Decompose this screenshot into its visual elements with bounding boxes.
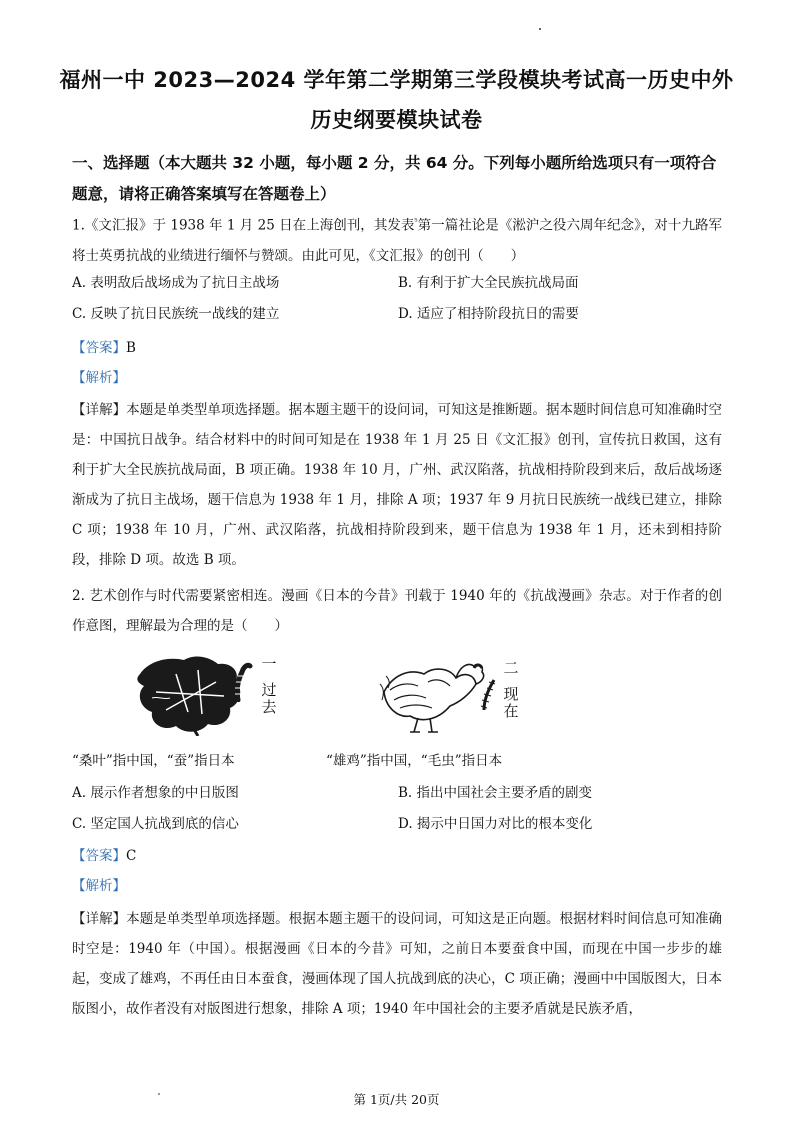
q2-detail-text: 本题是单类型单项选择题。根据本题主题干的设问词，可知这是正向题。根据材料时间信息可知准确时空是：1940 年（中国）。根据漫画《日本的今昔》可知，之前日本要蚕食中国，而现在中国一步步的雄起，变成了雄鸡，不再任由日本蚕食，漫画体现了国人抗战到底的决心，C 项正确；漫画中中国版图大，日本版图小，故作者没有对版图进行想象，排除 A 项；1940 年中国社会的主要矛盾就是民族矛盾，	[72, 911, 723, 1017]
section-heading: 一、选择题（本大题共 32 小题，每小题 2 分，共 64 分。下列每小题所给选项只有一项符合题意，请将正确答案填写在答题卷上）	[72, 154, 717, 203]
q1-answer	[72, 338, 136, 358]
panel2-caption: “雄鸡”指中国，“毛虫”指日本	[326, 753, 503, 769]
q1-stem	[72, 207, 722, 271]
page-footer: 第 1页/共 20页	[353, 1092, 440, 1107]
cartoon-caterpillar	[480, 676, 498, 712]
q1-analysis-label: 【解析】	[72, 370, 126, 386]
panel1-word1: 过	[261, 681, 277, 699]
q2-option-a: A. 展示作者想象的中日版图	[72, 785, 239, 801]
panel2-word2: 在	[503, 702, 519, 720]
q2-answer	[72, 846, 136, 866]
q1-option-a: A. 表明敌后战场成为了抗日主战场	[72, 275, 280, 291]
q2-option-b: B. 指出中国社会主要矛盾的剧变	[398, 785, 593, 801]
q1-detail-text: 本题是单类型单项选择题。据本题主题干的设问词，可知这是推断题。据本题时间信息可知准确时空是：中国抗日战争。结合材料中的时间可知是在 1938 年 1 月 25 日《文汇报》创刊，宣传抗日救国，这有利于扩大全民族抗战局面，B 项正确。1938 年 10 月，广州、武汉陷落，抗战相持阶段到来后，敌后战场逐渐成为了抗日主战场，题干信息为 1938 年 1 月，排除 A 项；1937 年 9 月抗日民族统一战线已建立，排除 C 项；1938 年 10 月，广州、武汉陷落，抗战相持阶段到来，题干信息为 1938 年 1 月，还未到相持阶段，排除 D 项。故选 B 项。	[72, 402, 723, 568]
q2-answer-value: C	[126, 848, 137, 864]
panel1-word2: 去	[261, 698, 277, 716]
q1-option-c: C. 反映了抗日民族统一战线的建立	[72, 306, 280, 322]
page-title-line1: 福州一中 2023—2024 学年第二学期第三学段模块考试高一历史中外	[59, 68, 734, 92]
q2-detail	[72, 904, 722, 1024]
q1-detail	[72, 395, 722, 575]
q2-option-c: C. 坚定国人抗战到底的信心	[72, 816, 239, 832]
q1-detail-label: 【详解】	[72, 402, 127, 418]
cartoon-silkworm	[232, 660, 254, 702]
panel2-word1: 现	[503, 685, 519, 703]
panel1-caption: “桑叶”指中国，“蚕”指日本	[72, 753, 235, 769]
q2-detail-label: 【详解】	[72, 911, 127, 927]
q2-analysis-label: 【解析】	[72, 878, 126, 894]
q1-option-d: D. 适应了相持阶段抗日的需要	[398, 306, 579, 322]
q1-stem-part1: 1.《文汇报》于 1938 年 1 月 25 日在上海创刊，其发表	[72, 217, 415, 234]
q1-stem-part2: 第一篇社论是《淞沪之役六周年纪念》，对十九路军将士英勇抗战的业绩进行缅怀与赞颂。由此可见，《文汇报》的创刊（ ）	[72, 217, 722, 264]
footnote-mark: ⁵	[414, 217, 418, 226]
panel2-number: 二	[503, 659, 519, 677]
scan-speck	[539, 28, 541, 30]
q2-stem: 2. 艺术创作与时代需要紧密相连。漫画《日本的今昔》刊载于 1940 年的《抗战漫画》杂志。对于作者的创作意图，理解最为合理的是（ ）	[72, 588, 722, 634]
q2-option-d: D. 揭示中日国力对比的根本变化	[398, 816, 593, 832]
q1-option-b: B. 有利于扩大全民族抗战局面	[398, 275, 579, 291]
q2-analysis	[72, 876, 126, 896]
panel1-number: 一	[261, 655, 277, 673]
q2-answer-label: 【答案】	[72, 848, 126, 864]
q1-answer-label: 【答案】	[72, 340, 126, 356]
page-title-line2: 历史纲要模块试卷	[310, 108, 483, 132]
q1-analysis	[72, 368, 126, 388]
q1-answer-value: B	[126, 340, 136, 356]
